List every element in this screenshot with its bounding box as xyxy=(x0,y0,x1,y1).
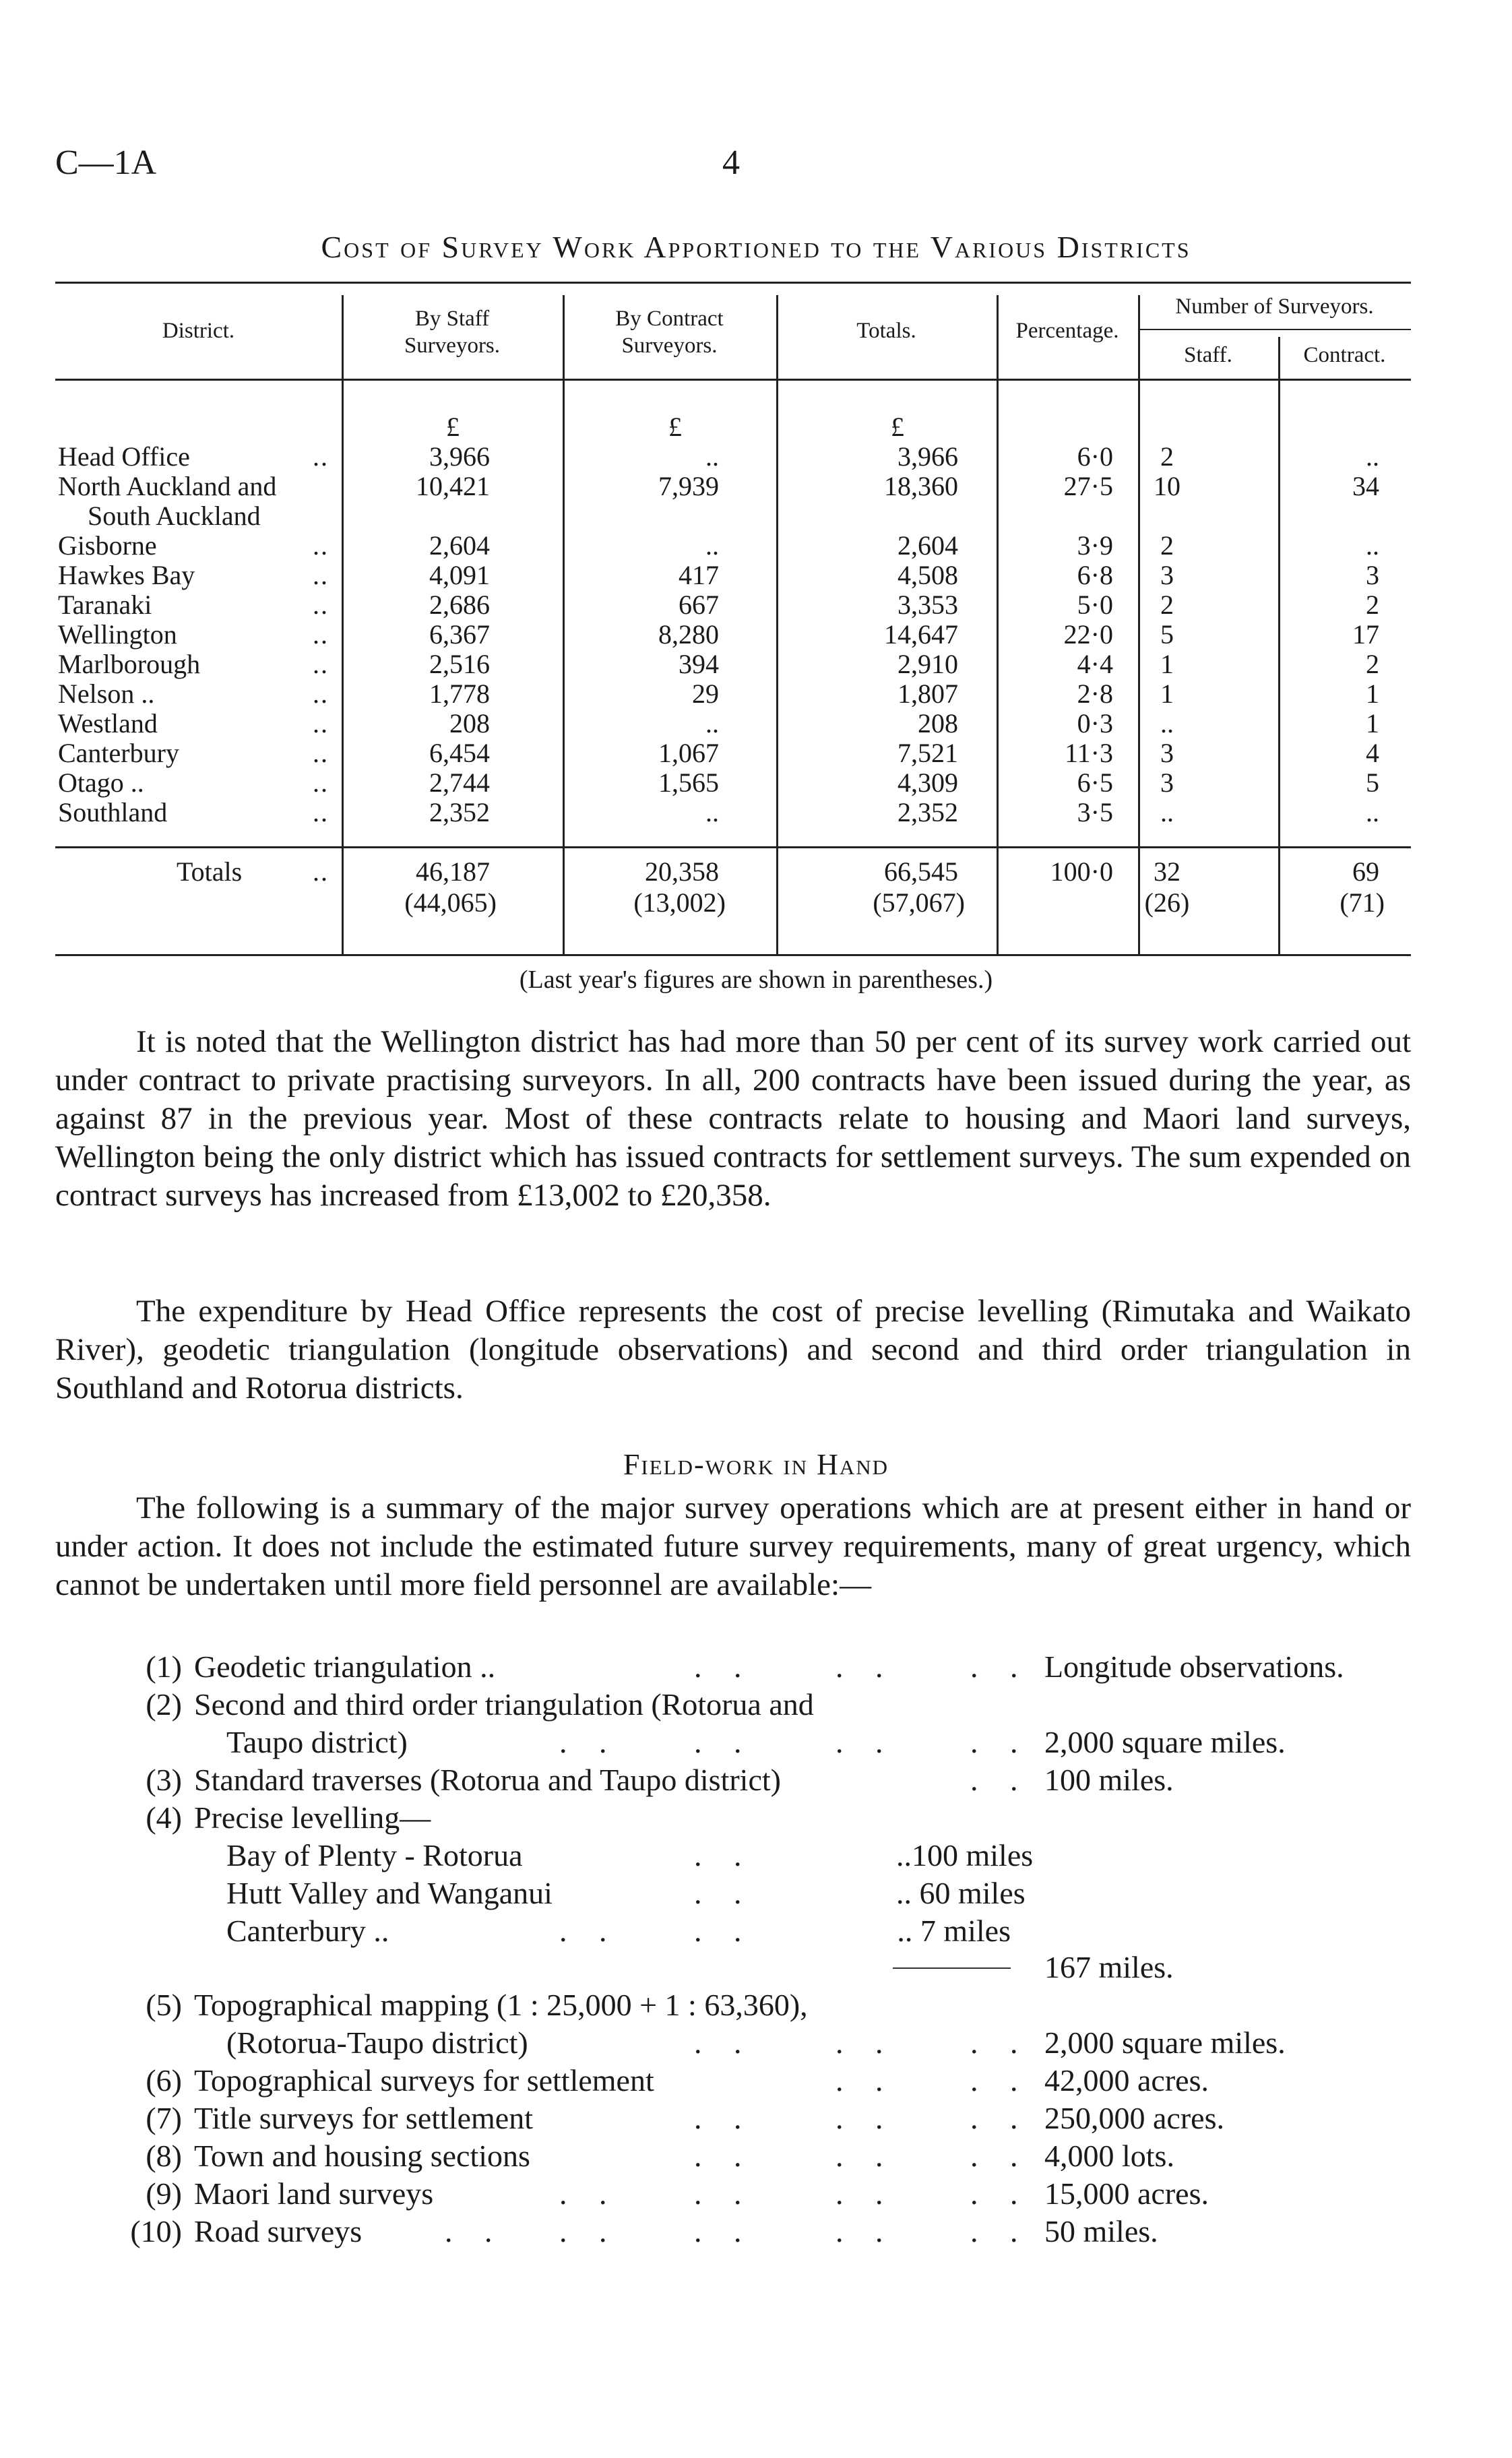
table-row: Otago .. .. 2,744 1,565 4,309 6·5 3 5 xyxy=(58,767,1379,798)
levelling-sum-rule xyxy=(893,1967,1011,1969)
totals-rule xyxy=(55,846,1411,848)
table-row: North Auckland and South Auckland 10,421 7,939 18,360 27·5 10 34 xyxy=(58,471,1379,531)
subheader-rule xyxy=(1138,329,1411,330)
paragraph-head-office: The expenditure by Head Office represents the cost of precise levelling (Rimutaka and Waikato River), geodetic triangulation (longitude observations) and second and third order triangulation in Southland and Rotorua districts. xyxy=(55,1294,1411,1406)
header-percentage: Percentage. xyxy=(1015,319,1119,343)
table-bottom-rule xyxy=(55,954,1411,956)
currency-symbol: £ xyxy=(668,412,682,442)
table-title: Cost of Survey Work Apportioned to the Various Districts xyxy=(321,230,1191,264)
header-num-contract: Contract. xyxy=(1303,343,1386,367)
currency-symbol: £ xyxy=(891,412,904,442)
table-footnote: (Last year's figures are shown in parentheses.) xyxy=(519,966,993,994)
section-heading: Field-work in Hand xyxy=(623,1448,889,1481)
page-id: C—1A xyxy=(55,144,157,182)
paragraph-summary: The following is a summary of the major survey operations which are at present either in hand or under action. It does not include the estimated future survey requirements, many of great urgency, which cannot be undertaken until more field personnel are available:— xyxy=(55,1490,1411,1602)
paragraph-wellington: It is noted that the Wellington district has had more than 50 per cent of its survey work carried out under contract to private practising surveyors. In all, 200 contracts have been issued during the year, as against 87 in the previous year. Most of these contracts relate to housing and Maori land surveys, Wellington being the only district which has issued contracts for settlement surveys. The sum expended on contract surveys has increased from £13,002 to £20,358. xyxy=(55,1024,1411,1213)
header-number-of-surveyors: Number of Surveyors. xyxy=(1175,294,1374,319)
header-bottom-rule xyxy=(55,379,1411,381)
header-by-staff: By Staff Surveyors. xyxy=(404,307,501,358)
header-totals: Totals. xyxy=(856,319,916,343)
header-num-staff: Staff. xyxy=(1184,343,1232,367)
cost-table xyxy=(55,282,1411,957)
table-row: Wellington .. 6,367 8,280 14,647 22·0 5 17 xyxy=(58,619,1379,650)
table-row: Southland .. 2,352 .. 2,352 3·5 .. .. xyxy=(58,797,1379,827)
previous-year-row: (44,065) (13,002) (57,067) (26) (71) xyxy=(404,887,1385,918)
header-by-contract: By Contract Surveyors. xyxy=(615,307,724,358)
table-row: Westland .. 208 .. 208 0·3 .. 1 xyxy=(58,708,1379,738)
table-row: Head Office .. 3,966 .. 3,966 6·0 2 .. xyxy=(58,441,1379,472)
table-row: Gisborne .. 2,604 .. 2,604 3·9 2 .. xyxy=(58,530,1379,561)
table-row: Nelson .. .. 1,778 29 1,807 2·8 1 1 xyxy=(58,679,1379,709)
currency-symbol: £ xyxy=(446,412,460,442)
table-row: Marlborough .. 2,516 394 2,910 4·4 1 2 xyxy=(58,649,1379,679)
table-row: Hawkes Bay .. 4,091 417 4,508 6·8 3 3 xyxy=(58,560,1379,590)
table-row: Taranaki .. 2,686 667 3,353 5·0 2 2 xyxy=(58,590,1379,620)
totals-row: Totals .. 46,187 20,358 66,545 100·0 32 69 xyxy=(177,856,1379,887)
table-row: Canterbury .. 6,454 1,067 7,521 11·3 3 4 xyxy=(58,738,1379,768)
table-top-rule xyxy=(55,282,1411,284)
header-district: District. xyxy=(162,319,235,343)
page-number: 4 xyxy=(722,144,740,182)
